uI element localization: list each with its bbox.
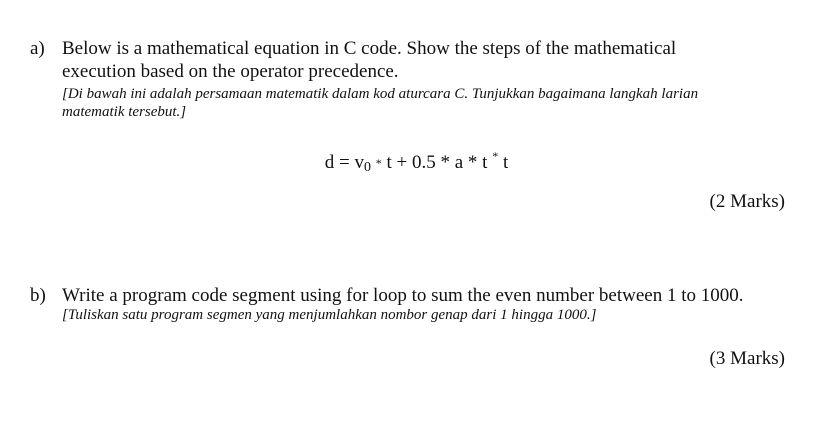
equation-operator-1: * — [375, 156, 382, 170]
equation-operator-2: * — [492, 149, 499, 163]
question-b-text: Write a program code segment using for loop to sum the even number between 1 to 1000. — [62, 285, 744, 306]
question-b-translation: [Tuliskan satu program segmen yang menjumlahkan nombor genap dari 1 hingga 1000.] — [62, 307, 597, 323]
equation — [0, 143, 837, 181]
question-a-marks: (2 Marks) — [709, 191, 785, 212]
question-a-text-line2: execution based on the operator precedence. — [62, 61, 399, 82]
question-b-marks: (3 Marks) — [709, 348, 785, 369]
equation-lhs: d = v — [324, 152, 364, 173]
question-a-label: a) — [30, 38, 45, 59]
equation-part-2: t + 0.5 * a * t — [381, 152, 488, 173]
question-a-translation-line2: matematik tersebut.] — [62, 104, 187, 120]
equation-part-3: t — [498, 152, 509, 173]
question-a-translation-line1: [Di bawah ini adalah persamaan matematik dalam kod aturcara C. Tunjukkan bagaimana langkah larian — [62, 86, 699, 102]
question-a-text-line1: Below is a mathematical equation in C code. Show the steps of the mathematical — [62, 38, 677, 59]
equation-subscript: 0 — [363, 160, 371, 175]
question-b-label: b) — [30, 285, 46, 306]
